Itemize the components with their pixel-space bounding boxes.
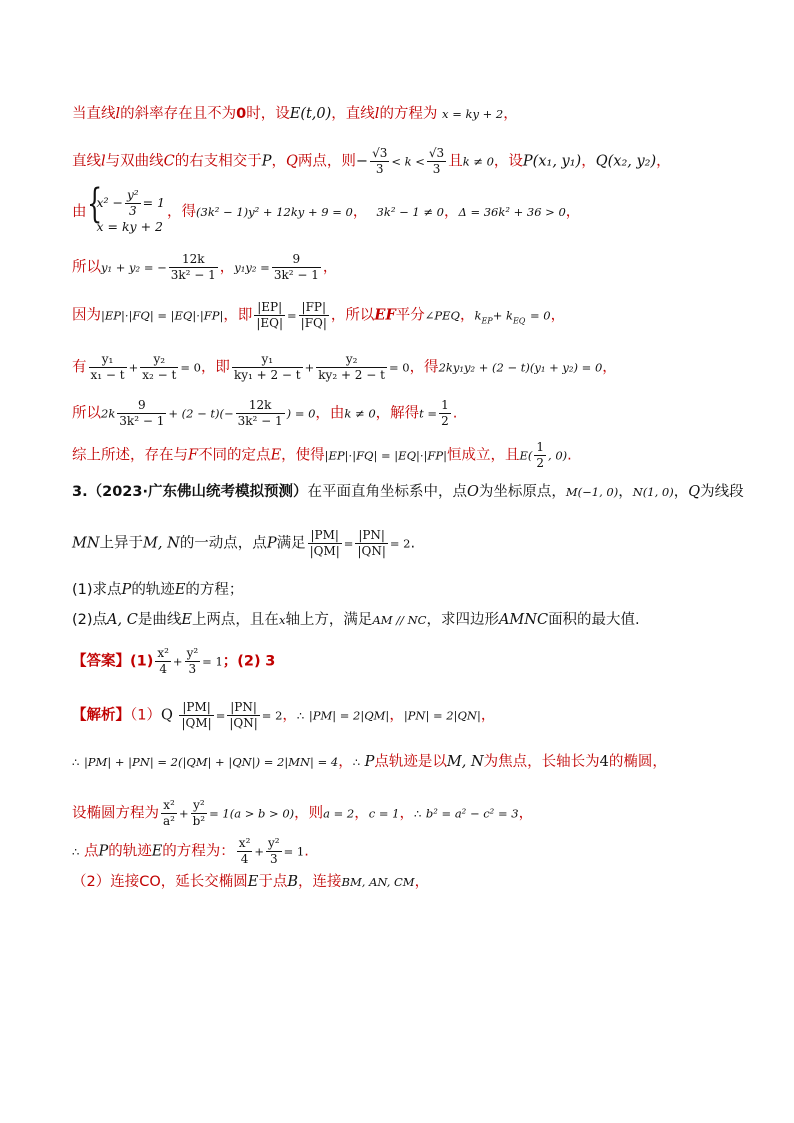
math: BM, AN, CM: [341, 875, 415, 889]
text: ，: [414, 874, 430, 890]
math: = 1: [202, 654, 223, 669]
text: ，: [618, 484, 633, 500]
math: MN: [72, 535, 100, 552]
math: +: [254, 844, 265, 859]
text: ，则: [294, 805, 324, 822]
text: 由: [72, 203, 87, 220]
text: 的方程为: [379, 106, 438, 122]
fraction: $\frac{\text{y₂}}{\text{x₂ − t}}$: [142, 352, 177, 382]
math: k ≠ 0: [462, 154, 494, 169]
math: = 0: [529, 308, 551, 323]
math: y₁ + y₂ = −: [101, 260, 167, 275]
text: ，: [219, 259, 235, 276]
math: 2k: [101, 406, 116, 421]
math: , 0): [548, 448, 568, 463]
text: 所以: [72, 259, 101, 276]
math: ) = 0: [286, 406, 316, 421]
math: |EP|·|FQ| = |EQ|·|FP|: [101, 308, 224, 323]
problem-number: 3.: [72, 484, 88, 500]
math: = 1(a > b > 0): [209, 806, 295, 821]
answer-label: 【答案】: [72, 653, 130, 670]
math: = 1: [283, 844, 305, 859]
text-line-2: [72, 146, 671, 177]
text: ，: [338, 754, 353, 770]
math: ∴: [72, 755, 80, 769]
text: 的斜率存在且不为: [120, 106, 237, 122]
math: P: [266, 535, 277, 552]
text: 有: [72, 359, 87, 376]
text: 所以: [72, 405, 101, 422]
problem-3-line-2: [72, 528, 415, 559]
text: 的轨迹: [108, 843, 152, 860]
text: 上异于: [99, 535, 144, 552]
text-line-8: [72, 440, 572, 471]
math: E: [181, 612, 192, 628]
math: l: [101, 153, 106, 170]
math: Q: [160, 707, 173, 724]
solution-line-2: [72, 754, 667, 771]
math: (3k² − 1)y² + 12ky + 9 = 0: [196, 204, 353, 219]
math: O: [466, 484, 479, 500]
math: E: [151, 843, 163, 860]
fraction: $\frac{|PM|}{|QM|}$: [181, 700, 212, 730]
text: ，: [565, 203, 581, 220]
math: N(1, 0): [632, 485, 674, 499]
text: ，延长交椭圆: [160, 874, 248, 890]
math: + k: [492, 308, 513, 323]
question-label: (1): [72, 582, 93, 598]
math: a = 2: [323, 806, 355, 821]
text: ，: [656, 153, 671, 170]
text: ，: [399, 805, 414, 822]
solution-line-4: [72, 836, 309, 867]
text: ；: [222, 653, 238, 670]
math: Q(x₂, y₂): [595, 153, 657, 170]
text: 3: [265, 653, 276, 670]
text: 因为: [72, 307, 101, 324]
text: 的方程为：: [162, 843, 235, 860]
fraction: $\frac{12k}{\text{3k² − 1}}$: [237, 398, 283, 428]
fraction: $\frac{12k}{\text{3k² − 1}}$: [170, 252, 216, 282]
text: 上两点，且在: [191, 612, 279, 628]
text: ，: [602, 359, 617, 376]
text: ，得: [409, 359, 439, 376]
math: EQ: [512, 316, 526, 326]
math: t =: [419, 406, 438, 421]
math: Q: [286, 153, 298, 170]
solution-line-1: [72, 700, 495, 731]
fraction: $\frac{9}{\text{3k² − 1}}$: [273, 252, 319, 282]
text-line-6: [72, 352, 617, 383]
math: F: [188, 447, 199, 464]
math: k ≠ 0: [344, 406, 376, 421]
fraction: $\frac{\text{y₁}}{\text{x₁ − t}}$: [90, 352, 125, 382]
math: +: [178, 806, 189, 821]
text: ，: [581, 153, 596, 170]
solution-line-3: [72, 798, 533, 829]
text: ，: [459, 307, 475, 324]
text: 点: [92, 612, 108, 628]
math: EF: [374, 306, 396, 324]
text-line-5: [72, 300, 565, 331]
text: 且: [448, 153, 463, 170]
text: （1）: [130, 707, 161, 724]
math: 4: [599, 754, 609, 770]
math: ∴: [352, 755, 361, 769]
text: 面积的最大值.: [548, 612, 640, 628]
fraction: $\frac{\text{x²}}{\text{a²}}$: [163, 798, 175, 828]
text: 求点: [92, 582, 122, 598]
math: P: [364, 754, 375, 770]
math: E: [270, 447, 282, 464]
math: |PM| + |PN| = 2(|QM| + |QN|) = 2|MN| = 4: [83, 755, 339, 769]
question-1: [72, 582, 243, 599]
fraction: $\frac{|EP|}{|EQ|}$: [256, 300, 284, 330]
math: B: [287, 874, 299, 890]
solution-label: 【解析】: [72, 707, 130, 724]
text: 直线: [72, 153, 101, 170]
math: = 0: [180, 360, 201, 375]
text: ，: [550, 307, 566, 324]
text: ，得: [167, 203, 197, 220]
math: E(: [519, 448, 533, 463]
fraction: $\frac{9}{\text{3k² − 1}}$: [119, 398, 165, 428]
math: =: [287, 308, 297, 323]
equation-system: { x² − $\frac{\text{y²}}{3}$ = 1 x = ky + 2: [86, 181, 166, 234]
text: ，使得: [281, 447, 325, 464]
text: 轴上方，满足: [285, 612, 373, 628]
fraction: $\frac{\text{x²}}{4}$: [157, 646, 169, 676]
math: P: [261, 153, 272, 170]
text: 与双曲线: [105, 153, 164, 170]
math: 2ky₁y₂ + (2 − t)(y₁ + y₂) = 0: [438, 360, 603, 375]
text: ，设: [493, 153, 523, 170]
text: .: [304, 843, 309, 860]
text: 0: [236, 106, 247, 122]
text: 连接: [110, 874, 140, 890]
math: =: [343, 536, 354, 551]
text: ，: [282, 707, 297, 724]
text: ，求四边形: [426, 612, 499, 628]
problem-source: （2023·广东佛山统考模拟预测）: [87, 484, 308, 500]
math: < k <: [391, 154, 425, 169]
math: b² = a² − c² = 3: [425, 806, 519, 821]
math: P: [121, 582, 132, 598]
text: 设椭圆方程为: [72, 805, 159, 822]
fraction: $\frac{|PN|}{|QN|}$: [229, 700, 258, 730]
math: M, N: [143, 535, 180, 552]
fraction: $\frac{\text{y²}}{3}$: [268, 836, 280, 866]
text: (1): [130, 653, 154, 670]
fraction: $\frac{\text{y²}}{3}$: [186, 646, 199, 676]
text: ，: [352, 203, 368, 220]
math: ∴: [296, 708, 305, 723]
fraction: $\frac{\text{y₂}}{\text{ky₂ + 2 − t}}$: [318, 352, 385, 382]
text: ，即: [223, 307, 253, 324]
text: 点轨迹是以: [374, 754, 447, 770]
math: x = ky + 2: [442, 107, 504, 121]
fraction: $\frac{1}{2}$: [536, 440, 545, 470]
text: ，: [389, 707, 404, 724]
text: 的右支相交于: [174, 153, 262, 170]
problem-3-line-1: [72, 484, 744, 501]
math: Δ = 36k² + 36 > 0: [458, 204, 566, 219]
text: 综上所述，存在与: [72, 447, 188, 464]
math: ∴: [72, 844, 80, 859]
math: |EP|·|FQ| = |EQ|·|FP|: [324, 448, 447, 463]
math: Q: [688, 484, 701, 500]
text: 时，设: [246, 106, 290, 122]
math: +: [304, 360, 315, 375]
math: A, C: [107, 612, 138, 628]
text: ，解得: [375, 405, 420, 422]
math: 3k² − 1 ≠ 0: [376, 204, 444, 219]
math: =: [215, 708, 226, 723]
text: 的轨迹: [131, 582, 175, 598]
math: ∴: [413, 806, 422, 821]
text: .: [567, 447, 572, 464]
math: AMNC: [498, 612, 549, 628]
text: 不同的定点: [198, 447, 271, 464]
text-line-3: [72, 181, 581, 236]
text: ，所以: [330, 307, 375, 324]
text: 两点，则: [297, 153, 356, 170]
text: 恒成立，且: [447, 447, 520, 464]
text: 于点: [258, 874, 288, 890]
math: M, N: [446, 754, 484, 770]
text-line-1: [72, 106, 518, 123]
fraction: $\frac{|PM|}{|QM|}$: [309, 528, 340, 558]
text: 的方程；: [185, 582, 244, 598]
math: ∠PEQ: [424, 308, 460, 323]
math: P(x₁, y₁): [522, 153, 582, 170]
math: c = 1: [368, 806, 400, 821]
math: +: [172, 654, 183, 669]
text: 满足: [276, 535, 306, 552]
text: ，: [673, 484, 689, 500]
text: 在平面直角坐标系中，点: [307, 484, 467, 500]
text: ，由: [315, 405, 345, 422]
math: −: [355, 153, 369, 170]
math: l: [374, 106, 380, 122]
text: ，: [518, 805, 534, 822]
text: ，连接: [298, 874, 342, 890]
text: 当直线: [72, 106, 116, 122]
math: +: [128, 360, 139, 375]
text: 点: [83, 843, 99, 860]
math: C: [163, 153, 175, 170]
fraction: $\frac{1}{2}$: [441, 398, 449, 428]
text: ，: [503, 106, 518, 122]
math: E: [174, 582, 186, 598]
math: |PM| = 2|QM|: [308, 708, 390, 723]
text: 的一动点，点: [179, 535, 267, 552]
math: + (2 − t)(−: [168, 406, 234, 421]
text: （2）: [72, 874, 111, 890]
math: |PN| = 2|QN|: [403, 708, 481, 723]
math: y₁y₂ =: [234, 260, 270, 275]
text: 为坐标原点，: [478, 484, 566, 500]
text: 的椭圆，: [608, 754, 667, 770]
math: EP: [481, 316, 493, 326]
math: AM // NC: [372, 613, 427, 627]
text: ，: [354, 805, 369, 822]
math: M(−1, 0): [565, 485, 619, 499]
math: E(t,0): [289, 106, 332, 122]
text: ，即: [200, 359, 230, 376]
fraction: $\frac{|PN|}{|QN|}$: [357, 528, 386, 558]
fraction: $\frac{\text{x²}}{4}$: [238, 836, 251, 866]
fraction: $\frac{\text{y₁}}{\text{ky₁ + 2 − t}}$: [233, 352, 301, 382]
text: 为焦点，长轴长为: [483, 754, 600, 770]
math: l: [115, 106, 121, 122]
math: x: [278, 613, 286, 627]
math: k: [474, 308, 482, 323]
question-2: [72, 612, 640, 629]
text: ，: [443, 203, 459, 220]
text-line-7: [72, 398, 457, 429]
text-line-4: [72, 252, 337, 283]
math: = 2: [261, 708, 283, 723]
text: .: [452, 405, 458, 422]
solution-line-5: [72, 874, 429, 891]
fraction: $\frac{√3}{3}$: [428, 146, 445, 176]
math: P: [98, 843, 109, 860]
question-label: (2): [72, 612, 93, 628]
answer-line: [72, 646, 275, 677]
fraction: $\frac{√3}{3}$: [372, 146, 388, 176]
math: = 0: [388, 360, 410, 375]
text: ，: [271, 153, 287, 170]
text: ，: [322, 259, 338, 276]
fraction: $\frac{|FP|}{|FQ|}$: [300, 300, 327, 330]
math: E: [247, 874, 259, 890]
math: = 2: [389, 536, 411, 551]
text: (2): [237, 653, 261, 670]
text: ，直线: [331, 106, 375, 122]
fraction: $\frac{\text{y²}}{\text{b²}}$: [192, 798, 206, 828]
text: .: [410, 535, 416, 552]
text: 为线段: [700, 484, 744, 500]
text: ，: [480, 707, 496, 724]
text: CO: [139, 874, 161, 890]
text: 平分: [395, 307, 425, 324]
text: 是曲线: [137, 612, 182, 628]
